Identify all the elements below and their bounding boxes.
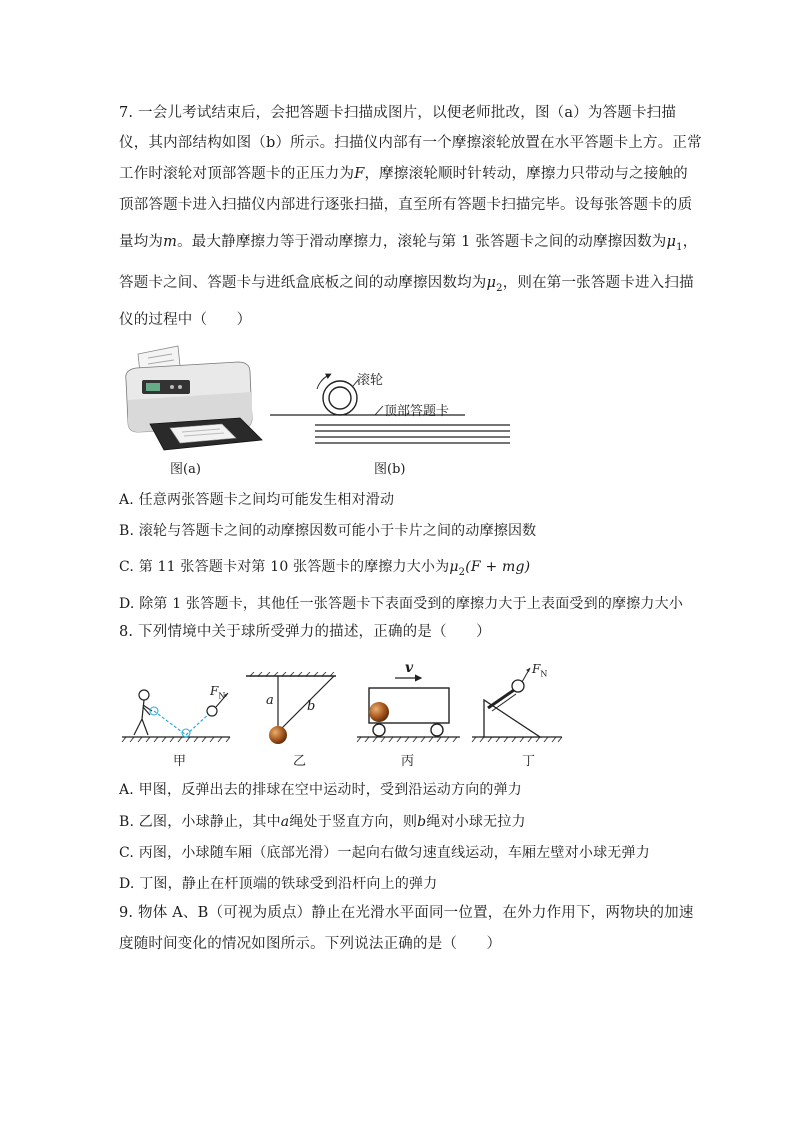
ball-bing (369, 702, 389, 722)
fn-sub-jia: N (218, 691, 226, 701)
q7-line-1: 7. 一会儿考试结束后，会把答题卡扫描成图片，以便老师批改，图（a）为答题卡扫描 (119, 105, 677, 121)
symbol-F: F (354, 166, 365, 182)
top-card-label: 顶部答题卡 (384, 404, 450, 419)
label-jia: 甲 (173, 754, 187, 769)
formula-F-mg: (F + mg) (465, 559, 531, 575)
q7-line-6 (119, 274, 694, 298)
symbol-mu1: μ (666, 234, 677, 250)
q7-option-a: A. 任意两张答题卡之间均可能发生相对滑动 (119, 492, 395, 508)
fn-text-ding: F (532, 662, 541, 676)
q7-line-2: 仪，其内部结构如图（b）所示。扫描仪内部有一个摩擦滚轮放置在水平答题卡上方。正常 (119, 135, 702, 151)
q8-option-d: D. 丁图，静止在杆顶端的铁球受到沿杆向上的弹力 (119, 876, 438, 892)
label-yi: 乙 (293, 754, 307, 769)
rope-a-label: a (266, 693, 274, 708)
q7-option-d: D. 除第 1 张答题卡，其他任一张答题卡下表面受到的摩擦力大于上表面受到的摩擦力大小 (119, 596, 684, 612)
q8-option-a: A. 甲图，反弹出去的排球在空中运动时，受到沿运动方向的弹力 (119, 782, 523, 798)
q9-line-2: 度随时间变化的情况如图所示。下列说法正确的是（ ） (119, 936, 502, 952)
fn-text-jia: F (210, 684, 219, 698)
ball-path (154, 711, 212, 735)
q8-option-b-b: b (417, 814, 427, 830)
q7-option-c (119, 556, 530, 578)
fn-label-ding (532, 662, 547, 678)
q8-stem: 8. 下列情境中关于球所受弹力的描述，正确的是（ ） (119, 624, 491, 640)
q8-option-b-mid: 绳处于竖直方向，则 (289, 814, 418, 830)
fig-a-caption: 图(a) (170, 462, 201, 477)
q8-option-b (119, 811, 526, 831)
fig-b-caption: 图(b) (374, 462, 406, 477)
scanner-figure (120, 340, 270, 475)
ball-yi (269, 726, 287, 744)
q7-line-4: 顶部答题卡进入扫描仪内部进行逐张扫描，直至所有答题卡扫描完毕。设每张答题卡的质 (119, 197, 693, 213)
q8-option-c: C. 丙图，小球随车厢（底部光滑）一起向右做匀速直线运动，车厢左壁对小球无弹力 (119, 845, 650, 861)
q7-line-7: 仪的过程中（ ） (119, 312, 252, 328)
label-ding: 丁 (522, 754, 536, 769)
q8-option-b-pre: B. 乙图，小球静止，其中 (119, 814, 281, 830)
person-figure (134, 690, 152, 735)
rope-b-label: b (307, 699, 316, 714)
q7-line-5 (119, 233, 697, 257)
symbol-mu2: μ (486, 275, 497, 291)
fn-sub-ding: N (540, 669, 548, 679)
volleyball (207, 706, 217, 716)
q7-line-3b: ，摩擦滚轮顺时针转动，摩擦力只带动与之接触的 (364, 166, 688, 182)
q9-line-1: 9. 物体 A、B（可视为质点）静止在光滑水平面同一位置，在外力作用下，两物块的加速 (119, 905, 694, 921)
q7-option-b: B. 滚轮与答题卡之间的动摩擦因数可能小于卡片之间的动摩擦因数 (119, 523, 537, 539)
subscript-2-c: 2 (458, 566, 466, 578)
roller-outer (323, 381, 357, 415)
q7-line-6b: ，则在第一张答题卡进入扫描 (502, 275, 694, 291)
subscript-1: 1 (676, 241, 683, 253)
q7-line-5b: 。最大静摩擦力等于滑动摩擦力，滚轮与第 1 张答题卡之间的动摩擦因数为 (177, 234, 667, 250)
q7-option-c-text: C. 第 11 张答题卡对第 10 张答题卡的摩擦力大小为 (119, 559, 450, 575)
q7-line-6a: 答题卡之间、答题卡与进纸盒底板之间的动摩擦因数均为 (119, 275, 487, 291)
symbol-mu2-c: μ (449, 559, 459, 575)
q7-line-3a: 工作时滚轮对顶部答题卡的正压力为 (119, 166, 355, 182)
q7-line-5a: 量均为 (119, 234, 164, 250)
symbol-m: m (163, 234, 178, 250)
comma: ， (682, 234, 698, 250)
roller-inner (329, 387, 351, 409)
velocity-label: v (405, 660, 414, 676)
q7-line-3 (119, 165, 688, 183)
figure-yi (240, 672, 340, 752)
q8-option-b-post: 绳对小球无拉力 (426, 814, 526, 830)
roller-label: 滚轮 (357, 373, 384, 388)
fn-label-jia (210, 684, 225, 700)
label-bing: 丙 (401, 754, 415, 769)
rod (488, 690, 514, 708)
figure-ding (470, 662, 570, 747)
q8-option-b-a: a (280, 814, 290, 830)
subscript-2: 2 (496, 282, 503, 294)
